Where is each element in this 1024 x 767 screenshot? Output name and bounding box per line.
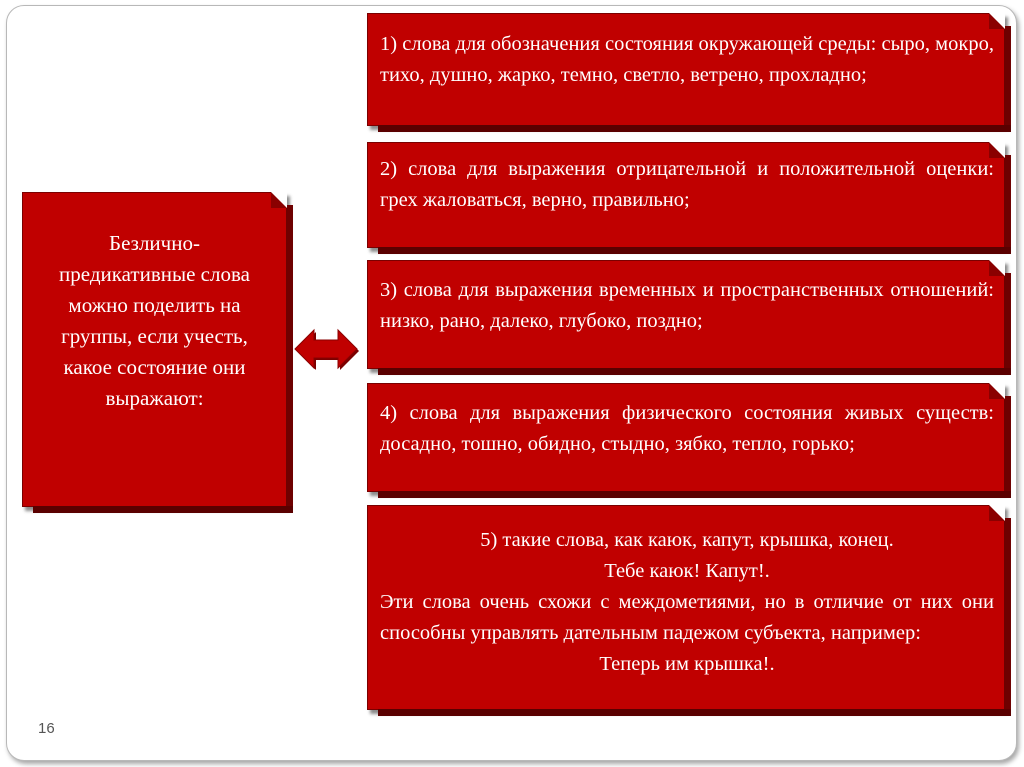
group-box-5	[367, 505, 1005, 710]
group-box-4	[367, 383, 1005, 492]
group-5-line-3: Эти слова очень схожи с междометиями, но в отличие от них они способны управлять дательным падежом субъекта, например:	[380, 591, 994, 644]
intro-box	[22, 192, 287, 507]
slide	[6, 5, 1017, 761]
group-5-line-1: 5) такие слова, как каюк, капут, крышка, конец.	[480, 529, 894, 551]
intro-text: Безлично-предикативные слова можно поделить на группы, если учесть, какое состояние они выражают:	[59, 231, 250, 410]
group-text-3: 3) слова для выражения временных и пространственных отношений: низко, рано, далеко, глубоко, поздно;	[380, 279, 994, 332]
page-number: 16	[38, 720, 55, 737]
group-text-4: 4) слова для выражения физического состояния живых существ: досадно, тошно, обидно, стыдно, зябко, тепло, горько;	[380, 402, 994, 455]
group-box-2	[367, 142, 1005, 248]
double-headed-arrow-icon	[292, 327, 360, 371]
group-box-1	[367, 13, 1005, 126]
group-text-1: 1) слова для обозначения состояния окружающей среды: сыро, мокро, тихо, душно, жарко, темно, светло, ветрено, прохладно;	[380, 33, 994, 86]
group-5-line-4: Теперь им крышка!.	[599, 653, 775, 675]
group-box-3	[367, 260, 1005, 369]
group-text-2: 2) слова для выражения отрицательной и положительной оценки: грех жаловаться, верно, правильно;	[380, 158, 994, 211]
group-5-line-2: Тебе каюк! Капут!.	[604, 560, 770, 582]
